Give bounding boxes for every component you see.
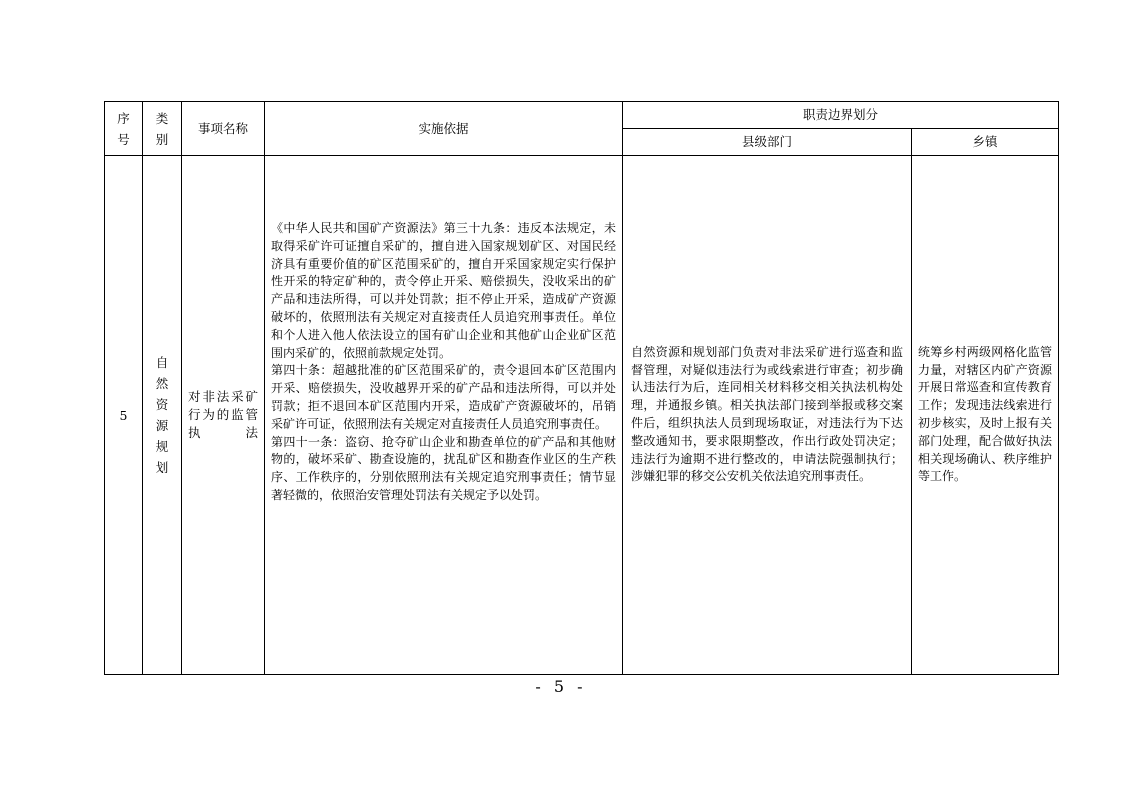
header-item-name: 事项名称 [182, 102, 265, 156]
basis-paragraph: 《中华人民共和国矿产资源法》第三十九条：违反本法规定，未取得采矿许可证擅自采矿的，擅自进入国家规划矿区、对国民经济具有重要价值的矿区范围采矿的，擅自开采国家规定实行保护性开采的特定矿种的，责令停止开采、赔偿损失，没收采出的矿产品和违法所得，可以并处罚款；拒不停止开采，造成矿产资源破坏的，依照刑法有关规定对直接责任人员追究刑事责任。单位和个人进入他人依法设立的国有矿山企业和其他矿山企业矿区范围内采矿的，依照前款规定处罚。 [271, 221, 616, 360]
responsibility-table [104, 101, 1059, 675]
row-category-text: 自然资源规划 [155, 355, 169, 475]
row-seq: 5 [105, 156, 143, 675]
basis-paragraph: 第四十一条：盗窃、抢夺矿山企业和勘查单位的矿产品和其他财物的，破坏采矿、勘查设施的，扰乱矿区和勘查作业区的生产秩序、工作秩序的，分别依照刑法有关规定追究刑事责任；情节显著轻微的，依照治安管理处罚法有关规定予以处罚。 [271, 434, 616, 502]
row-item-name: 对非法采矿行为的监管执法 [182, 156, 265, 675]
header-row-1 [105, 102, 1059, 129]
row-category [143, 156, 182, 675]
header-basis: 实施依据 [265, 102, 623, 156]
header-seq: 序号 [105, 102, 143, 156]
header-category: 类别 [143, 102, 182, 156]
header-county: 县级部门 [623, 129, 912, 156]
row-township-duty: 统筹乡村两级网格化监管力量，对辖区内矿产资源开展日常巡查和宣传教育工作；发现违法线索进行初步核实，及时上报有关部门处理，配合做好执法相关现场确认、秩序维护等工作。 [912, 156, 1059, 675]
page-number: - 5 - [535, 677, 587, 696]
row-basis [265, 156, 623, 675]
table-row [105, 156, 1059, 675]
row-county-duty: 自然资源和规划部门负责对非法采矿进行巡查和监督管理，对疑似违法行为或线索进行审查；初步确认违法行为后，连同相关材料移交相关执法机构处理，并通报乡镇。相关执法部门接到举报或移交案件后，组织执法人员到现场取证，对违法行为下达整改通知书，要求限期整改，作出行政处罚决定；违法行为逾期不进行整改的，申请法院强制执行；涉嫌犯罪的移交公安机关依法追究刑事责任。 [623, 156, 912, 675]
basis-paragraph: 第四十条：超越批准的矿区范围采矿的，责令退回本矿区范围内开采、赔偿损失，没收越界开采的矿产品和违法所得，可以并处罚款；拒不退回本矿区范围内开采，造成矿产资源破坏的，吊销采矿许可证，依照刑法有关规定对直接责任人员追究刑事责任。 [271, 363, 616, 431]
header-township: 乡镇 [912, 129, 1059, 156]
header-boundary: 职责边界划分 [623, 102, 1059, 129]
